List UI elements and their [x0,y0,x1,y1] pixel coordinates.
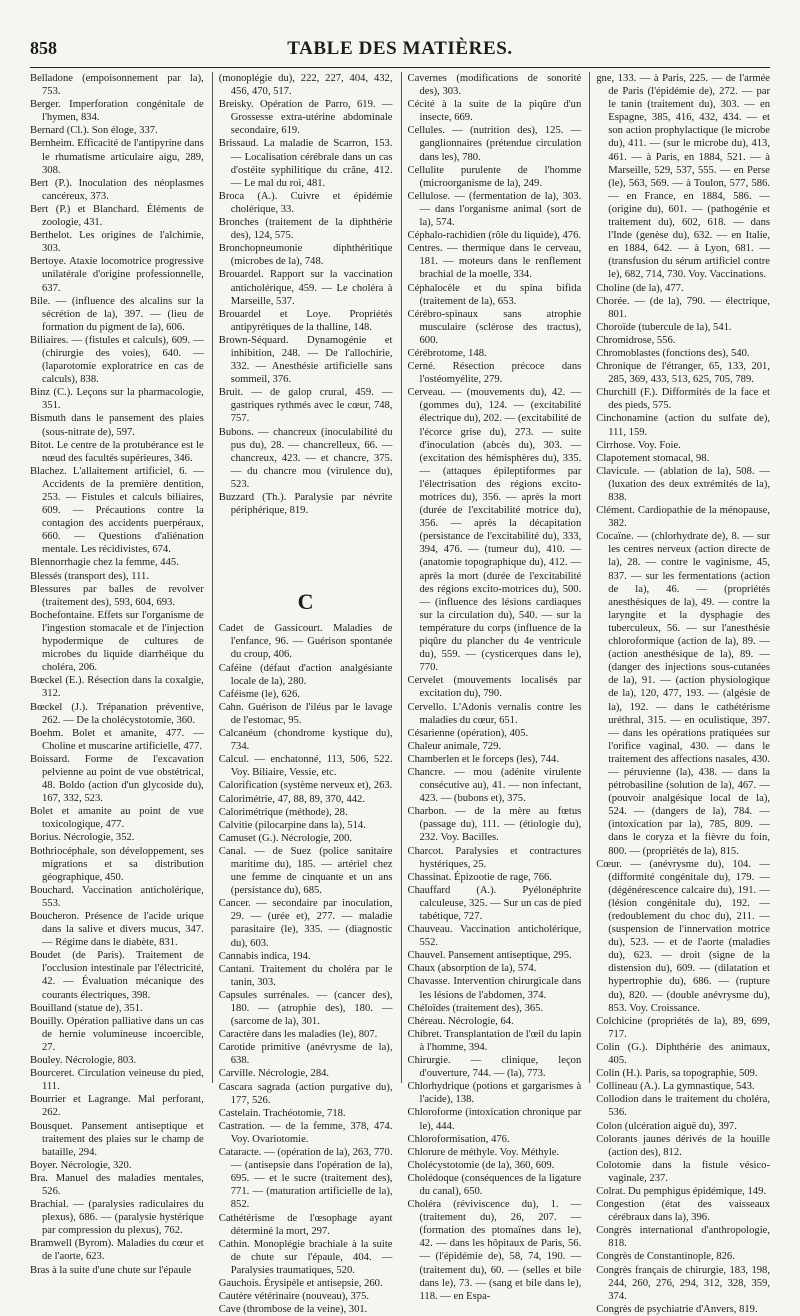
index-entry: Cathin. Monoplégie brachiale à la suite de chute sur l'épaule, 404. — Paralysies traumatiques, 520. [218,1238,393,1276]
index-column-3 [401,72,582,1302]
index-entry: Bitot. Le centre de la protubérance est le nœud des facultés supérieures, 346. [30,439,204,464]
index-entry: Bernheim. Efficacité de l'antipyrine dans le rhumatisme articulaire aigu, 289, 308. [30,138,204,176]
index-entry: Cannabis indica, 194. [218,950,311,962]
index-entry: Bourceret. Circulation veineuse du pied, 111. [30,1068,204,1093]
index-entry: Cantani. Traitement du choléra par le tanin, 303. [218,963,393,988]
index-entry: Calcanéum (chondrome kystique du), 734. [218,728,393,753]
index-entry: Berger. Imperforation congénitale de l'hymen, 834. [30,99,204,124]
index-entry: Capsules surrénales. — (cancer des), 180. — (atrophie des), 180. — (sarcome de la), 301. [218,989,393,1028]
index-entry: Bras à la suite d'une chute sur l'épaule [30,1264,192,1276]
index-entry: Caféisme (le), 626. [218,688,300,700]
index-entry: Centres. — thermique dans le cerveau, 181. — moteurs dans le renflement brachial de la moelle, 334. [407,243,582,281]
index-entry: Cérébro-spinaux sans atrophie musculaire (sclérose des tractus), 600. [407,308,582,346]
index-entry: Cadet de Gassicourt. Maladies de l'enfance, 96. — Guérison spontanée du croup, 406. [218,623,393,661]
index-entry: Carotide primitive (anévrysme de la), 638. [218,1042,393,1067]
index-entry: Chirurgie. — clinique, leçon d'ouverture, 744. — (la), 773. [407,1055,582,1080]
index-entry: Berthelot. Les origines de l'alchimie, 303. [30,230,204,255]
index-entry: Cocaïne. — (chlorhydrate de), 8. — sur les centres nerveux (action directe de la), 28. — contre le vaginisme, 45, 837. — sur les fermentations (action de la), 46. — (propriétés anesthésiques de la), 49. — contre la laryngite et la dysphagie des tuberculeux, 56. — sur l'anesthésie chloroformique (action de la), 89. — (action anesthésique de la), 89. — (danger des injections sous-cutanées de la), 91. — (action physiologique de la), 120, 477, 193. — (algésie de la), 192. — dans le cathétérisme uréthral, 315. — en oculistique, 397. — dans les opérations pratiquées sur l'orifice vaginal, 430. — dans le traitement des affections nasales, 430. — péruvienne (la), 438. — dans la pétrobasiline (solution de la), 467. — (pouvoir analgésique local de la), 524. — (dangers de la), 784. — (intoxication par la), 785, 809. — dans le coryza et la fièvre du foin, 800. — (propriétés de la), 815. [596,531,770,857]
index-entry: Breisky. Opération de Parro, 619. — Grossesse extra-utérine abdominale secondaire, 619. [218,99,393,137]
index-entry: Broca (A.). Cuivre et épidémie cholérique, 33. [218,190,393,215]
index-entry: Congrès international d'anthropologie, 818. [596,1225,770,1250]
index-entry: Bousquet. Pansement antiseptique et traitement des plaies sur le champ de bataille, 294. [30,1120,204,1158]
column-gap [219,517,393,587]
index-entry: Clavicule. — (ablation de la), 508. — (luxation des deux extrémités de la), 838. [596,465,770,503]
index-entry: Buzzard (Th.). Paralysie par névrite périphérique, 819. [218,492,393,517]
index-entry: Boehm. Bolet et amanite, 477. — Choline et muscarine artificielle, 477. [30,727,204,752]
index-entry: Chamberlen et le forceps (les), 744. [407,753,559,765]
index-entry: Blennorrhagie chez la femme, 445. [30,557,179,569]
index-entry: Bra. Manuel des maladies mentales, 526. [30,1172,204,1197]
index-entry: Bronches (traitement de la diphthérie des), 124, 575. [218,217,393,242]
index-entry: Bœckel (J.). Trépanation préventive, 262. — De la cholécystotomie, 360. [30,701,204,726]
index-entry: Cérébrotome, 148. [407,347,487,359]
index-entry: Bothriocéphale, son développement, ses migrations et sa distribution géographique, 450. [30,845,204,883]
index-entry: Bouilly. Opération palliative dans un cas de hernie volumineuse incoercible, 27. [30,1015,204,1053]
index-entry: Colrat. Du pemphigus épidémique, 149. [596,1185,767,1197]
index-entry: Choroïde (tubercule de la), 541. [596,321,732,333]
index-entry: Boissard. Forme de l'excavation pelvienne au point de vue obstétrical, 48. Boldo (action d'un glycoside du), 167, 332, 523. [30,753,204,805]
index-entry: Congrès français de chirurgie, 183, 198, 244, 260, 276, 294, 312, 328, 359, 374. [596,1264,770,1302]
index-entry: Chromoblastes (fonctions des), 540. [596,347,750,359]
index-entry: Cœur. — (anévrysme du), 104. — (difformité congénitale du), 179. — (dégénérescence calcaire du), 191. — (lésion congénitale du), 192. — (redoublement du choc du), 211. — (suspension de l'innervation motrice du), 523. — et de l'aorte (maladies du), 623. — droit (signe de la distension du), 609. — (dilatation et hypertrophie du), 686. — (rupture du), 820. — (double anévrysme du), 853. Voy. Croissance. [596,858,770,1014]
index-entry: Brouardel. Rapport sur la vaccination anticholérique, 459. — Le choléra à Marseille, 537. [218,269,393,307]
index-entry: Cathétérisme de l'œsophage ayant déterminé la mort, 297. [218,1212,393,1237]
index-entry: Chaleur animale, 729. [407,740,502,752]
index-entry: Bubons. — chancreux (inoculabilité du pus du), 28. — chancrelleux, 66. — chancreux, 423. — et chancre, 375. — du chancre mou (virulence du), 523. [218,426,393,490]
index-entry: Bertoye. Ataxie locomotrice progressive unilatérale d'origine professionnelle, 637. [30,256,204,294]
index-entry: Clément. Cardiopathie de la ménopause, 382. [596,505,770,530]
index-entry: Collodion dans le traitement du choléra, 536. [596,1094,770,1119]
index-entry: Cave (thrombose de la veine), 301. [218,1304,368,1316]
index-entry: Choléra (réviviscence du), 1. — (traitement du), 26, 207. — (formation des ptomaïnes dans le), 42. — dans les hôpitaux de Paris, 56. — (l'épidémie de), 58, 74, 190. — (traitement du), 60. — (selles et bile dans le), 73. — (sang et bile dans le), 118. — en Espa- [407,1199,582,1302]
index-entry: Boucheron. Présence de l'acide urique dans la salive et divers mucus, 347. — Régime dans le diabète, 831. [30,911,204,949]
index-entry: Cautère vétérinaire (nouveau), 375. [218,1291,370,1303]
index-entry: Calvitie (pilocarpine dans la), 514. [218,819,366,831]
index-entry: Bert (P.). Inoculation des néoplasmes cancéreux, 373. [30,177,204,202]
index-entry: Brachial. — (paralysies radiculaires du plexus), 686. — (paralysie hystérique par compression du plexus), 762. [30,1199,204,1237]
index-columns [30,72,770,1316]
index-entry: Calorimétrique (méthode), 28. [218,806,348,818]
index-entry: Chaux (absorption de la), 574. [407,963,537,975]
index-entry: Calorification (système nerveux et), 263. [218,780,393,792]
index-entry: Choline (de la), 477. [596,282,684,294]
index-entry: gne, 133. — à Paris, 225. — de l'armée de Paris (l'épidémie de), 272. — par le tanin (traitement du), 303. — en Espagne, 385, 416, 432, 434. — et son action prophylactique (le microbe du), 411. — (sur le microbe du), 413, 461. — à Paris, en 1884, 521. — à Marseille, 529, 537, 555. — en Perse (le), 563, 569. — à Toulon, 577, 586. — en France, en 1884, 586. — (origine du), 601. — (pathogénie et traitement du), 602, 618. — dans l'Inde (genèse du), 632. — en Italie, en 1884, 642. — à Lyon, 681. — (transfusion du sérum artificiel contre le), 682, 714, 730. Voy. Vaccinations. [596,73,770,281]
index-entry: Bert (P.) et Blanchard. Éléments de zoologie, 431. [30,203,204,229]
index-entry: Brissaud. La maladie de Scarron, 153. — Localisation cérébrale dans un cas d'ostéite syphilitique du crâne, 412. — Le mal du roi, 481. [218,138,393,189]
index-entry: Congrès de psychiatrie d'Anvers, 819. [596,1303,758,1315]
index-entry: Césarienne (opération), 405. [407,727,529,739]
index-entry: Cellules. — (nutrition des), 125. — ganglionnaires (prétendue circulation dans les), 780. [407,125,582,163]
index-entry: Camuset (G.). Nécrologie, 200. [218,832,353,844]
index-entry: Chorée. — (de la), 790. — électrique, 801. [596,295,770,320]
index-entry: Chibret. Transplantation de l'œil du lapin à l'homme, 394. [407,1028,582,1053]
index-entry: Boudet (de Paris). Traitement de l'occlusion intestinale par l'électricité, 42. — Évaluation mécanique des courants électriques, 398. [30,950,204,1001]
index-entry: Cellulite purulente de l'homme (microorganisme de la), 249. [407,164,582,189]
index-entry: Bochefontaine. Effets sur l'organisme de l'ingestion stomacale et de l'injection hypodermique de cultures de microbes du liquide diarrhéique du choléra, 206. [30,609,204,674]
index-entry: Bœckel (E.). Résection dans la coxalgie, 312. [30,675,204,700]
index-entry: Céphalo-rachidien (rôle du liquide), 476. [407,230,582,242]
index-entry: Brown-Séquard. Dynamogénie et inhibition, 248. — De l'allochirie, 332. — Anesthésie artificielle sans sommeil, 376. [218,334,393,386]
index-entry: Castration. — de la femme, 378, 474. Voy. Ovariotomie. [218,1120,393,1145]
index-entry: (monoplégie du), 222, 227, 404, 432, 456, 470, 517. [218,73,393,98]
index-entry: Blachez. L'allaitement artificiel, 6. — Accidents de la première dentition, 253. — Fistules et calculs biliaires, 609. — Précautions contre la contagion des accidents puerpéraux, 660. — Questions d'aliénation mentale. Les récidivistes, 674. [30,465,204,556]
index-entry: Bile. — (influence des alcalins sur la sécrétion de la), 397. — (lieu de formation du pigment de la), 606. [30,295,204,333]
index-entry: Caféine (défaut d'action analgésiante locale de la), 280. [218,662,393,687]
index-entry: Chassinat. Épizootie de rage, 766. [407,871,552,883]
section-letter: C [297,589,314,615]
index-entry: Belladone (empoisonnement par la), 753. [30,73,204,98]
index-entry: Bruit. — de galop crural, 459. — gastriques rythmés avec le cœur, 748, 757. [218,387,393,425]
index-entry: Cancer. — secondaire par inoculation, 29. — (urée et), 277. — maladie parasitaire (le), 335. — (diagnostic du), 603. [218,898,393,949]
index-entry: Charcot. Paralysies et contractures hystériques, 25. [407,845,582,870]
index-entry: Bismuth dans le pansement des plaies (sous-nitrate de), 597. [30,413,204,438]
index-entry: Cécité à la suite de la piqûre d'un insecte, 669. [407,99,582,124]
index-entry: Collineau (A.). La gymnastique, 543. [596,1081,755,1093]
index-entry: Cervelet (mouvements localisés par excitation du), 790. [407,675,582,700]
index-entry: Bolet et amanite au point de vue toxicologique, 477. [30,806,204,831]
index-entry: Bourrier et Lagrange. Mal perforant, 262. [30,1094,204,1119]
index-entry: Boyer. Nécrologie, 320. [30,1159,132,1171]
index-entry: Chronique de l'étranger, 65, 133, 201, 285, 369, 433, 513, 625, 705, 789. [596,361,770,386]
index-entry: Clapotement stomacal, 98. [596,452,710,464]
index-entry: Colin (H.). Paris, sa topographie, 509. [596,1068,758,1080]
index-entry: Chéloïdes (traitement des), 365. [407,1002,544,1014]
index-entry: Cascara sagrada (action purgative du), 177, 526. [218,1081,393,1106]
index-entry: Bouilland (statue de), 351. [30,1002,143,1014]
index-entry: Gauchois. Érysipèle et antisepsie, 260. [218,1277,383,1289]
index-entry: Chauveau. Vaccination anticholérique, 552. [407,924,582,949]
index-entry: Binz (C.). Leçons sur la pharmacologie, 351. [30,387,204,412]
header-rule [30,67,770,68]
index-entry: Cerveau. — (mouvements du), 42. — (gommes du), 124. — (excitabilité électrique du), 202. — (excitabilité de l'écorce grise du), 273. — suite d'inoculation (abcès du), 303. — (excitation des hémisphères du), 335. — (attaques épileptiformes par l'électrisation des régions excito-motrices du), 356. — après la mort (durée de l'excitabilité motrice du), 356. — après la décapitation (persistance de l'excitabilité du), 333, 394, 476. — (tumeur du), 410. — (anatomie topographique du), 412. — après la mort (durée de l'excitabilité des régions excito-motrices du), 500. — (influence des lésions cardiaques sur la circulation du), 540. — sur la température du corps (influence de la piqûre du plancher du 4e ventricule du), 559. — (cysticerques dans le), 770. [407,387,582,674]
page-number: 858 [30,38,57,58]
index-entry: Bernard (Cl.). Son éloge, 337. [30,125,158,137]
index-column-1 [30,72,204,1276]
index-entry: Chéreau. Nécrologie, 64. [407,1015,514,1027]
index-entry: Caractère dans les maladies (le), 807. [218,1029,378,1041]
index-entry: Cahn. Guérison de l'iléus par le lavage de l'estomac, 95. [218,701,393,726]
index-entry: Brouardel et Loye. Propriétés antipyrétiques de la thalline, 148. [218,308,393,333]
index-entry: Chavasse. Intervention chirurgicale dans les lésions de l'abdomen, 374. [407,976,582,1001]
index-entry: Colchicine (propriétés de la), 89, 699, 717. [596,1015,770,1040]
index-entry: Bouchard. Vaccination anticholérique, 553. [30,884,204,909]
index-entry: Castelain. Trachéotomie, 718. [218,1107,346,1119]
index-entry: Colorants jaunes dérivés de la houille (action des), 812. [596,1133,770,1158]
index-entry: Congrès de Constantinople, 826. [596,1251,735,1263]
index-entry: Cholédoque (conséquences de la ligature du canal), 650. [407,1172,582,1197]
index-entry: Chloroformisation, 476. [407,1133,510,1145]
index-entry: Chlorure de méthyle. Voy. Méthyle. [407,1146,560,1158]
page-header [30,38,770,64]
index-entry: Calcul. — enchatonné, 113, 506, 522. Voy. Biliaire, Vessie, etc. [218,754,393,779]
index-column-4 [589,72,770,1315]
index-entry: Cavernes (modifications de sonorité des), 303. [407,73,582,98]
index-entry: Colin (G.). Diphthérie des animaux, 405. [596,1041,770,1067]
index-column-2 [212,72,393,1316]
page-title: TABLE DES MATIÈRES. [287,38,513,59]
index-entry: Cirrhose. Voy. Foie. [596,439,681,451]
index-entry: Chauffard (A.). Pyélonéphrite calculeuse, 325. — Sur un cas de pied tabétique, 727. [407,884,582,922]
index-entry: Bouley. Nécrologie, 803. [30,1055,137,1067]
index-entry: Colotomie dans la fistule vésico-vaginale, 237. [596,1159,770,1184]
index-entry: Blessures par balles de revolver (traitement des), 593, 604, 693. [30,583,204,608]
index-entry: Chauvel. Pansement antiseptique, 295. [407,950,572,962]
index-entry: Bramwell (Byrom). Maladies du cœur et de l'aorte, 623. [30,1238,204,1263]
index-entry: Chloroforme (intoxication chronique par le), 444. [407,1107,582,1132]
index-entry: Carville. Nécrologie, 284. [218,1068,330,1080]
index-entry: Charbon. — de la mère au fœtus (passage du), 111. — (étiologie du), 232. Voy. Bacilles. [407,806,582,844]
index-entry: Churchill (F.). Difformités de la face et des pieds, 575. [596,387,770,412]
index-entry: Borius. Nécrologie, 352. [30,832,135,844]
index-entry: Congestion (état des vaisseaux cérébraux dans la), 396. [596,1199,770,1224]
index-entry: Cataracte. — (opération de la), 263, 770. — (antisepsie dans l'opération de la), 695. — et le sucre (traitement des), 771. — (maturation artificielle de la), 852. [218,1147,393,1211]
index-entry: Cellulose. — (fermentation de la), 303. — dans l'organisme animal (sort de la), 574. [407,190,582,229]
index-entry: Calorimétrie, 47, 88, 89, 370, 442. [218,793,365,805]
index-entry: Céphalocèle et du spina bifida (traitement de la), 653. [407,282,582,307]
index-entry: Cervello. L'Adonis vernalis contre les maladies du cœur, 651. [407,701,582,726]
index-entry: Chlorhydrique (potions et gargarismes à l'acide), 138. [407,1081,582,1106]
index-entry: Cerné. Résection précoce dans l'ostéomyélite, 279. [407,361,582,386]
index-entry: Bronchopneumonie diphthéritique (microbes de la), 748. [218,243,393,268]
index-entry: Colon (ulcération aiguë du), 397. [596,1120,737,1132]
index-entry: Chromidrose, 556. [596,334,676,346]
index-entry: Blessés (transport des), 111. [30,570,149,582]
index-entry: Cholécystotomie (de la), 360, 609. [407,1159,555,1171]
index-entry: Biliaires. — (fistules et calculs), 609. — (chirurgie des voies), 640. — (laparotomie exploratrice en cas de calculs), 838. [30,334,204,386]
index-entry: Chancre. — mou (adénite virulente consécutive au), 41. — non infectant, 423. — (bubons et), 375. [407,766,582,805]
index-entry: Canal. — de Suez (police sanitaire maritime du), 185. — artériel chez une femme de cinquante et un ans (persistance du), 685. [218,845,393,897]
index-entry: Cinchonamine (action du sulfate de), 111, 159. [596,413,770,438]
